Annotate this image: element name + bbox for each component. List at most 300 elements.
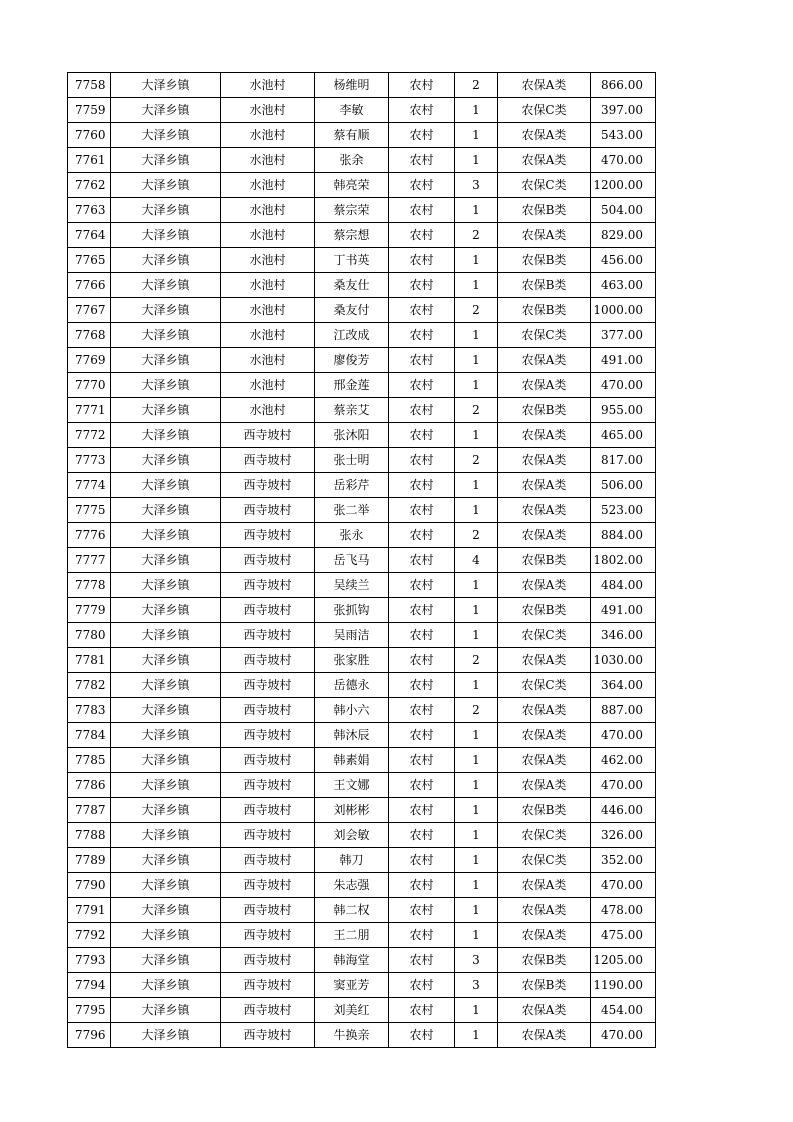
area-type-cell: 农村	[389, 373, 455, 398]
area-type-cell: 农村	[389, 223, 455, 248]
category-cell: 农保B类	[498, 398, 591, 423]
village-cell: 西寺坡村	[221, 798, 315, 823]
table-row	[68, 898, 656, 923]
name-cell: 张二举	[315, 498, 389, 523]
name-cell: 张沐阳	[315, 423, 389, 448]
township-cell: 大泽乡镇	[111, 98, 221, 123]
table-row	[68, 248, 656, 273]
household-count-cell: 1	[455, 423, 498, 448]
category-cell: 农保B类	[498, 973, 591, 998]
village-cell: 水池村	[221, 248, 315, 273]
table-row	[68, 123, 656, 148]
township-cell: 大泽乡镇	[111, 923, 221, 948]
village-cell: 西寺坡村	[221, 973, 315, 998]
row-id-cell: 7796	[68, 1023, 111, 1048]
household-count-cell: 1	[455, 498, 498, 523]
table-row	[68, 273, 656, 298]
row-id-cell: 7785	[68, 748, 111, 773]
township-cell: 大泽乡镇	[111, 323, 221, 348]
area-type-cell: 农村	[389, 898, 455, 923]
row-id-cell: 7766	[68, 273, 111, 298]
amount-cell: 829.00	[591, 223, 656, 248]
township-cell: 大泽乡镇	[111, 748, 221, 773]
village-cell: 西寺坡村	[221, 548, 315, 573]
township-cell: 大泽乡镇	[111, 898, 221, 923]
amount-cell: 491.00	[591, 348, 656, 373]
category-cell: 农保B类	[498, 798, 591, 823]
table-body	[68, 73, 656, 1048]
row-id-cell: 7764	[68, 223, 111, 248]
table-row	[68, 398, 656, 423]
household-count-cell: 1	[455, 923, 498, 948]
row-id-cell: 7769	[68, 348, 111, 373]
village-cell: 西寺坡村	[221, 573, 315, 598]
township-cell: 大泽乡镇	[111, 573, 221, 598]
amount-cell: 346.00	[591, 623, 656, 648]
table-row	[68, 548, 656, 573]
amount-cell: 504.00	[591, 198, 656, 223]
village-cell: 西寺坡村	[221, 473, 315, 498]
village-cell: 水池村	[221, 323, 315, 348]
category-cell: 农保A类	[498, 648, 591, 673]
name-cell: 王文娜	[315, 773, 389, 798]
area-type-cell: 农村	[389, 323, 455, 348]
amount-cell: 470.00	[591, 1023, 656, 1048]
name-cell: 岳飞马	[315, 548, 389, 573]
category-cell: 农保A类	[498, 748, 591, 773]
amount-cell: 1205.00	[591, 948, 656, 973]
category-cell: 农保A类	[498, 873, 591, 898]
household-count-cell: 2	[455, 398, 498, 423]
row-id-cell: 7777	[68, 548, 111, 573]
category-cell: 农保A类	[498, 473, 591, 498]
name-cell: 朱志强	[315, 873, 389, 898]
village-cell: 西寺坡村	[221, 948, 315, 973]
village-cell: 西寺坡村	[221, 998, 315, 1023]
amount-cell: 506.00	[591, 473, 656, 498]
amount-cell: 465.00	[591, 423, 656, 448]
category-cell: 农保A类	[498, 923, 591, 948]
household-count-cell: 1	[455, 998, 498, 1023]
row-id-cell: 7781	[68, 648, 111, 673]
village-cell: 水池村	[221, 148, 315, 173]
table-row	[68, 998, 656, 1023]
row-id-cell: 7786	[68, 773, 111, 798]
name-cell: 岳彩芹	[315, 473, 389, 498]
category-cell: 农保B类	[498, 273, 591, 298]
name-cell: 韩刀	[315, 848, 389, 873]
row-id-cell: 7784	[68, 723, 111, 748]
household-count-cell: 1	[455, 248, 498, 273]
row-id-cell: 7789	[68, 848, 111, 873]
category-cell: 农保B类	[498, 298, 591, 323]
category-cell: 农保C类	[498, 823, 591, 848]
category-cell: 农保A类	[498, 148, 591, 173]
table-row	[68, 223, 656, 248]
category-cell: 农保C类	[498, 323, 591, 348]
township-cell: 大泽乡镇	[111, 648, 221, 673]
amount-cell: 543.00	[591, 123, 656, 148]
area-type-cell: 农村	[389, 98, 455, 123]
area-type-cell: 农村	[389, 348, 455, 373]
area-type-cell: 农村	[389, 123, 455, 148]
amount-cell: 364.00	[591, 673, 656, 698]
township-cell: 大泽乡镇	[111, 1023, 221, 1048]
area-type-cell: 农村	[389, 198, 455, 223]
category-cell: 农保A类	[498, 73, 591, 98]
household-count-cell: 1	[455, 348, 498, 373]
township-cell: 大泽乡镇	[111, 773, 221, 798]
township-cell: 大泽乡镇	[111, 473, 221, 498]
amount-cell: 1802.00	[591, 548, 656, 573]
row-id-cell: 7762	[68, 173, 111, 198]
township-cell: 大泽乡镇	[111, 248, 221, 273]
row-id-cell: 7758	[68, 73, 111, 98]
township-cell: 大泽乡镇	[111, 448, 221, 473]
category-cell: 农保A类	[498, 523, 591, 548]
name-cell: 张余	[315, 148, 389, 173]
amount-cell: 955.00	[591, 398, 656, 423]
township-cell: 大泽乡镇	[111, 798, 221, 823]
village-cell: 西寺坡村	[221, 848, 315, 873]
township-cell: 大泽乡镇	[111, 673, 221, 698]
village-cell: 西寺坡村	[221, 623, 315, 648]
household-count-cell: 1	[455, 598, 498, 623]
row-id-cell: 7768	[68, 323, 111, 348]
category-cell: 农保B类	[498, 598, 591, 623]
area-type-cell: 农村	[389, 473, 455, 498]
amount-cell: 352.00	[591, 848, 656, 873]
row-id-cell: 7770	[68, 373, 111, 398]
row-id-cell: 7780	[68, 623, 111, 648]
row-id-cell: 7792	[68, 923, 111, 948]
name-cell: 刘彬彬	[315, 798, 389, 823]
name-cell: 刘美红	[315, 998, 389, 1023]
village-cell: 西寺坡村	[221, 723, 315, 748]
village-cell: 水池村	[221, 373, 315, 398]
name-cell: 张抓钩	[315, 598, 389, 623]
area-type-cell: 农村	[389, 173, 455, 198]
area-type-cell: 农村	[389, 948, 455, 973]
household-count-cell: 1	[455, 773, 498, 798]
name-cell: 蔡宗荣	[315, 198, 389, 223]
row-id-cell: 7772	[68, 423, 111, 448]
category-cell: 农保A类	[498, 698, 591, 723]
name-cell: 蔡有顺	[315, 123, 389, 148]
category-cell: 农保A类	[498, 898, 591, 923]
village-cell: 西寺坡村	[221, 823, 315, 848]
village-cell: 西寺坡村	[221, 448, 315, 473]
table-row	[68, 948, 656, 973]
household-count-cell: 1	[455, 873, 498, 898]
household-count-cell: 3	[455, 948, 498, 973]
village-cell: 水池村	[221, 73, 315, 98]
amount-cell: 470.00	[591, 373, 656, 398]
amount-cell: 866.00	[591, 73, 656, 98]
table-row	[68, 748, 656, 773]
row-id-cell: 7765	[68, 248, 111, 273]
household-count-cell: 1	[455, 673, 498, 698]
category-cell: 农保A类	[498, 773, 591, 798]
household-count-cell: 4	[455, 548, 498, 573]
area-type-cell: 农村	[389, 1023, 455, 1048]
area-type-cell: 农村	[389, 823, 455, 848]
row-id-cell: 7776	[68, 523, 111, 548]
area-type-cell: 农村	[389, 73, 455, 98]
row-id-cell: 7760	[68, 123, 111, 148]
table-row	[68, 798, 656, 823]
amount-cell: 1030.00	[591, 648, 656, 673]
area-type-cell: 农村	[389, 148, 455, 173]
table-row	[68, 773, 656, 798]
village-cell: 西寺坡村	[221, 423, 315, 448]
area-type-cell: 农村	[389, 798, 455, 823]
area-type-cell: 农村	[389, 698, 455, 723]
category-cell: 农保C类	[498, 98, 591, 123]
amount-cell: 1000.00	[591, 298, 656, 323]
table-row	[68, 573, 656, 598]
row-id-cell: 7783	[68, 698, 111, 723]
table-row	[68, 148, 656, 173]
amount-cell: 470.00	[591, 873, 656, 898]
household-count-cell: 1	[455, 798, 498, 823]
household-count-cell: 1	[455, 123, 498, 148]
village-cell: 西寺坡村	[221, 498, 315, 523]
township-cell: 大泽乡镇	[111, 848, 221, 873]
row-id-cell: 7763	[68, 198, 111, 223]
amount-cell: 484.00	[591, 573, 656, 598]
row-id-cell: 7773	[68, 448, 111, 473]
name-cell: 吴续兰	[315, 573, 389, 598]
amount-cell: 446.00	[591, 798, 656, 823]
name-cell: 韩沐辰	[315, 723, 389, 748]
township-cell: 大泽乡镇	[111, 398, 221, 423]
area-type-cell: 农村	[389, 523, 455, 548]
row-id-cell: 7775	[68, 498, 111, 523]
amount-cell: 887.00	[591, 698, 656, 723]
category-cell: 农保C类	[498, 673, 591, 698]
area-type-cell: 农村	[389, 848, 455, 873]
name-cell: 窦亚芳	[315, 973, 389, 998]
village-cell: 西寺坡村	[221, 923, 315, 948]
name-cell: 韩素娟	[315, 748, 389, 773]
village-cell: 水池村	[221, 298, 315, 323]
village-cell: 西寺坡村	[221, 873, 315, 898]
name-cell: 张家胜	[315, 648, 389, 673]
household-count-cell: 1	[455, 273, 498, 298]
name-cell: 王二朋	[315, 923, 389, 948]
name-cell: 杨维明	[315, 73, 389, 98]
table-row	[68, 348, 656, 373]
name-cell: 韩海堂	[315, 948, 389, 973]
name-cell: 韩小六	[315, 698, 389, 723]
category-cell: 农保C类	[498, 848, 591, 873]
table-row	[68, 423, 656, 448]
household-count-cell: 1	[455, 323, 498, 348]
category-cell: 农保B类	[498, 948, 591, 973]
name-cell: 廖俊芳	[315, 348, 389, 373]
area-type-cell: 农村	[389, 298, 455, 323]
household-count-cell: 2	[455, 523, 498, 548]
data-table	[67, 72, 656, 1048]
household-count-cell: 3	[455, 173, 498, 198]
category-cell: 农保A类	[498, 448, 591, 473]
name-cell: 岳德永	[315, 673, 389, 698]
row-id-cell: 7767	[68, 298, 111, 323]
name-cell: 韩二权	[315, 898, 389, 923]
household-count-cell: 1	[455, 473, 498, 498]
township-cell: 大泽乡镇	[111, 273, 221, 298]
area-type-cell: 农村	[389, 873, 455, 898]
row-id-cell: 7782	[68, 673, 111, 698]
category-cell: 农保C类	[498, 173, 591, 198]
household-count-cell: 1	[455, 823, 498, 848]
row-id-cell: 7791	[68, 898, 111, 923]
area-type-cell: 农村	[389, 673, 455, 698]
name-cell: 张永	[315, 523, 389, 548]
area-type-cell: 农村	[389, 448, 455, 473]
village-cell: 西寺坡村	[221, 673, 315, 698]
area-type-cell: 农村	[389, 998, 455, 1023]
area-type-cell: 农村	[389, 273, 455, 298]
table-row	[68, 648, 656, 673]
amount-cell: 462.00	[591, 748, 656, 773]
household-count-cell: 1	[455, 148, 498, 173]
row-id-cell: 7795	[68, 998, 111, 1023]
township-cell: 大泽乡镇	[111, 373, 221, 398]
household-count-cell: 2	[455, 73, 498, 98]
table-row	[68, 198, 656, 223]
household-count-cell: 1	[455, 98, 498, 123]
amount-cell: 470.00	[591, 773, 656, 798]
category-cell: 农保A类	[498, 723, 591, 748]
table-row	[68, 823, 656, 848]
area-type-cell: 农村	[389, 598, 455, 623]
village-cell: 西寺坡村	[221, 898, 315, 923]
amount-cell: 377.00	[591, 323, 656, 348]
row-id-cell: 7793	[68, 948, 111, 973]
table-row	[68, 523, 656, 548]
household-count-cell: 1	[455, 898, 498, 923]
township-cell: 大泽乡镇	[111, 73, 221, 98]
township-cell: 大泽乡镇	[111, 298, 221, 323]
table-row	[68, 923, 656, 948]
amount-cell: 523.00	[591, 498, 656, 523]
row-id-cell: 7759	[68, 98, 111, 123]
table-row	[68, 1023, 656, 1048]
amount-cell: 456.00	[591, 248, 656, 273]
household-count-cell: 1	[455, 848, 498, 873]
village-cell: 水池村	[221, 223, 315, 248]
category-cell: 农保A类	[498, 348, 591, 373]
category-cell: 农保A类	[498, 998, 591, 1023]
row-id-cell: 7779	[68, 598, 111, 623]
household-count-cell: 2	[455, 698, 498, 723]
amount-cell: 1200.00	[591, 173, 656, 198]
household-count-cell: 1	[455, 373, 498, 398]
household-count-cell: 1	[455, 198, 498, 223]
amount-cell: 470.00	[591, 723, 656, 748]
village-cell: 水池村	[221, 398, 315, 423]
area-type-cell: 农村	[389, 423, 455, 448]
village-cell: 西寺坡村	[221, 523, 315, 548]
area-type-cell: 农村	[389, 573, 455, 598]
household-count-cell: 2	[455, 648, 498, 673]
area-type-cell: 农村	[389, 623, 455, 648]
category-cell: 农保B类	[498, 548, 591, 573]
name-cell: 江改成	[315, 323, 389, 348]
row-id-cell: 7794	[68, 973, 111, 998]
village-cell: 西寺坡村	[221, 748, 315, 773]
household-count-cell: 1	[455, 623, 498, 648]
village-cell: 西寺坡村	[221, 648, 315, 673]
township-cell: 大泽乡镇	[111, 698, 221, 723]
table-row	[68, 623, 656, 648]
category-cell: 农保B类	[498, 248, 591, 273]
row-id-cell: 7778	[68, 573, 111, 598]
village-cell: 西寺坡村	[221, 698, 315, 723]
table-row	[68, 723, 656, 748]
village-cell: 水池村	[221, 348, 315, 373]
row-id-cell: 7787	[68, 798, 111, 823]
area-type-cell: 农村	[389, 648, 455, 673]
village-cell: 西寺坡村	[221, 773, 315, 798]
area-type-cell: 农村	[389, 548, 455, 573]
township-cell: 大泽乡镇	[111, 148, 221, 173]
name-cell: 吴雨洁	[315, 623, 389, 648]
township-cell: 大泽乡镇	[111, 948, 221, 973]
table-row	[68, 323, 656, 348]
name-cell: 蔡宗想	[315, 223, 389, 248]
row-id-cell: 7788	[68, 823, 111, 848]
area-type-cell: 农村	[389, 973, 455, 998]
table-row	[68, 498, 656, 523]
category-cell: 农保A类	[498, 223, 591, 248]
amount-cell: 491.00	[591, 598, 656, 623]
township-cell: 大泽乡镇	[111, 873, 221, 898]
row-id-cell: 7761	[68, 148, 111, 173]
table-row	[68, 473, 656, 498]
row-id-cell: 7790	[68, 873, 111, 898]
table-row	[68, 698, 656, 723]
village-cell: 水池村	[221, 123, 315, 148]
name-cell: 桑友付	[315, 298, 389, 323]
amount-cell: 817.00	[591, 448, 656, 473]
township-cell: 大泽乡镇	[111, 173, 221, 198]
table-row	[68, 848, 656, 873]
category-cell: 农保A类	[498, 123, 591, 148]
table-row	[68, 373, 656, 398]
amount-cell: 475.00	[591, 923, 656, 948]
township-cell: 大泽乡镇	[111, 348, 221, 373]
table-row	[68, 598, 656, 623]
village-cell: 水池村	[221, 98, 315, 123]
name-cell: 刘会敏	[315, 823, 389, 848]
row-id-cell: 7771	[68, 398, 111, 423]
table-row	[68, 298, 656, 323]
table-row	[68, 448, 656, 473]
township-cell: 大泽乡镇	[111, 423, 221, 448]
amount-cell: 454.00	[591, 998, 656, 1023]
township-cell: 大泽乡镇	[111, 723, 221, 748]
table-row	[68, 873, 656, 898]
table-row	[68, 73, 656, 98]
name-cell: 丁书英	[315, 248, 389, 273]
table-row	[68, 673, 656, 698]
table-row	[68, 173, 656, 198]
village-cell: 水池村	[221, 198, 315, 223]
area-type-cell: 农村	[389, 248, 455, 273]
